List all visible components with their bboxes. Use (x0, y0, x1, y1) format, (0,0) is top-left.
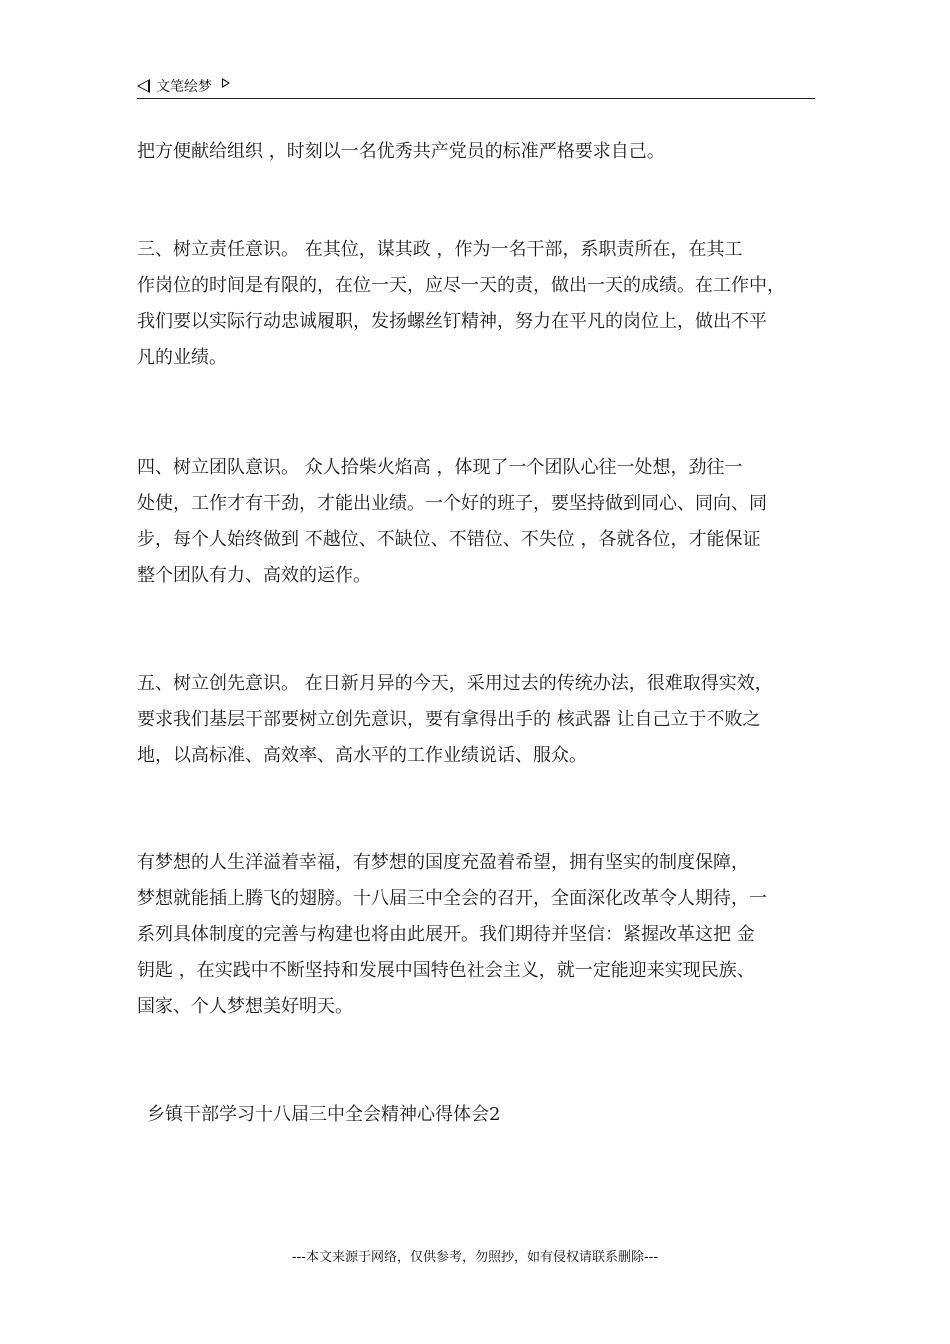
paragraph-line: 作岗位的时间是有限的，在位一天，应尽一天的责，做出一天的成绩。在工作中， (137, 275, 785, 296)
paragraph-line: 梦想就能插上腾飞的翅膀。十八届三中全会的召开，全面深化改革令人期待，一 (137, 888, 767, 909)
right-triangle-icon (222, 78, 230, 88)
paragraph-line: 有梦想的人生洋溢着幸福，有梦想的国度充盈着希望，拥有坚实的制度保障， (137, 852, 749, 873)
left-triangle-icon (137, 79, 150, 93)
paragraph-line: 国家、个人梦想美好明天。 (137, 996, 353, 1017)
brand-name: 文笔绘梦 (156, 79, 212, 95)
paragraph-line: 三、树立责任意识。 在其位，谋其政 ，作为一名干部，系职责所在，在其工 (137, 239, 743, 260)
paragraph-line: 把方便献给组织 ，时刻以一名优秀共产党员的标准严格要求自己。 (137, 141, 665, 162)
paragraph (137, 845, 767, 1025)
paragraph (137, 450, 767, 594)
paragraph-line: 钥匙 ，在实践中不断坚持和发展中国特色社会主义，就一定能迎来实现民族、 (137, 960, 755, 981)
paragraph-line: 我们要以实际行动忠诚履职，发扬螺丝钉精神，努力在平凡的岗位上，做出不平 (137, 311, 767, 332)
paragraph (137, 666, 773, 774)
paragraph-line: 步，每个人始终做到 不越位、不缺位、不错位、不失位 ，各就各位，才能保证 (137, 529, 761, 550)
footer-disclaimer: ---本文来源于网络，仅供参考，勿照抄，如有侵权请联系删除--- (291, 1250, 659, 1265)
paragraph-line: 系列具体制度的完善与构建也将由此展开。我们期待并坚信：紧握改革这把 金 (137, 924, 755, 945)
paragraph-line: 地，以高标准、高效率、高水平的工作业绩说话、服众。 (137, 745, 587, 766)
paragraph-line: 要求我们基层干部要树立创先意识，要有拿得出手的 核武器 让自己立于不败之 (137, 709, 761, 730)
paragraph-line: 整个团队有力、高效的运作。 (137, 565, 371, 586)
brand (137, 76, 230, 96)
paragraph-line: 五、树立创先意识。 在日新月异的今天，采用过去的传统办法，很难取得实效， (137, 673, 773, 694)
paragraph-line: 凡的业绩。 (137, 347, 227, 368)
paragraph-line: 四、树立团队意识。 众人拾柴火焰高 ，体现了一个团队心往一处想，劲往一 (137, 457, 743, 478)
page-header (137, 72, 815, 99)
paragraph (137, 134, 665, 170)
paragraph-line: 处使，工作才有干劲，才能出业绩。一个好的班子，要坚持做到同心、同向、同 (137, 493, 767, 514)
next-article-title: 乡镇干部学习十八届三中全会精神心得体会2 (147, 1104, 501, 1125)
paragraph (137, 232, 785, 376)
